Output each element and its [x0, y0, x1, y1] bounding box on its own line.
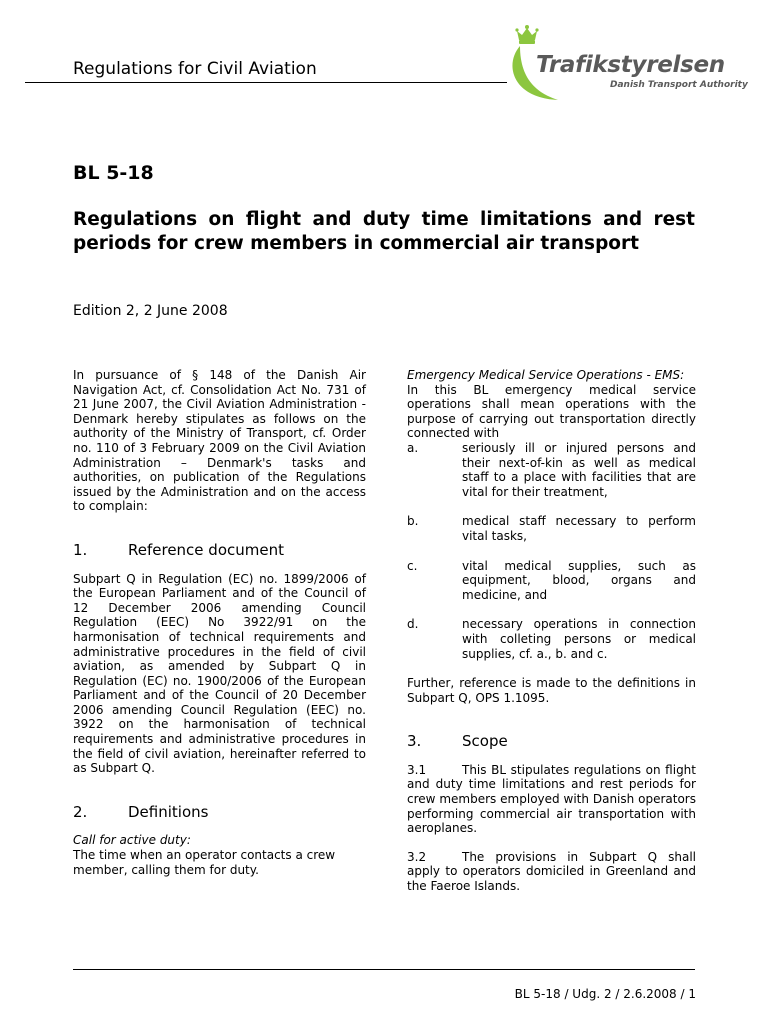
list-item	[407, 514, 696, 543]
section-number: 3.	[407, 732, 422, 751]
paragraph-text: This BL stipulates regulations on flight and duty time limitations and rest periods for crew members employed with Danish operators performing commercial air transportation with aeroplanes.	[407, 762, 696, 836]
document-code: BL 5-18	[73, 162, 154, 184]
list-item	[407, 617, 696, 661]
section-number: 2.	[73, 802, 88, 821]
list-item-label: d.	[407, 617, 419, 632]
list-item-label: a.	[407, 440, 419, 455]
list-item-label: c.	[407, 558, 418, 573]
list-item-text: necessary operations in connection with colleting persons or medical supplies, cf. a., b. and c.	[462, 617, 696, 661]
scope-paragraph-3-1	[407, 763, 696, 836]
section-heading-scope	[407, 734, 696, 749]
page-footer: BL 5-18 / Udg. 2 / 2.6.2008 / 1	[514, 987, 696, 1001]
list-item-label: b.	[407, 514, 419, 529]
document-title: Regulations on flight and duty time limitations and rest periods for crew members in commercial air transport	[73, 209, 695, 254]
section-heading-reference	[73, 540, 366, 559]
reference-paragraph: Subpart Q in Regulation (EC) no. 1899/2006 of the European Parliament and of the Council of 12 December 2006 amending Council Regulation (EEC) No 3922/91 on the harmonisation of technical requirements and administrative procedures in the field of civil aviation, as amended by Subpart Q in Regulation (EC) no. 1900/2006 of the European Parliament and of the Council of 20 December 2006 amending Council Regulation (EEC) no. 3922 on the harmonisation of technical requirements and administrative procedures in the field of civil aviation, hereinafter referred to as Subpart Q.	[73, 571, 366, 776]
list-item-text: seriously ill or injured persons and their next-of-kin as well as medical staff to a place with facilities that are vital for their treatment,	[462, 440, 696, 499]
trafikstyrelsen-logo	[506, 24, 751, 104]
section-heading-definitions	[73, 802, 366, 821]
section-title: Definitions	[128, 802, 209, 821]
document-edition: Edition 2, 2 June 2008	[73, 303, 228, 319]
left-column	[73, 368, 366, 877]
definition-term: Call for active duty:	[73, 833, 191, 848]
logo-name: Trafikstyrelsen	[536, 52, 725, 78]
section-title: Reference document	[128, 540, 284, 559]
paragraph-text: The provisions in Subpart Q shall apply to operators domiciled in Greenland and the Faeroe Islands.	[407, 849, 696, 894]
further-reference: Further, reference is made to the definitions in Subpart Q, OPS 1.1095.	[407, 676, 696, 705]
paragraph-number: 3.1	[407, 762, 427, 777]
section-number: 1.	[73, 540, 88, 559]
list-item	[407, 559, 696, 603]
logo-subtitle: Danish Transport Authority	[610, 80, 748, 90]
section-title: Scope	[462, 732, 508, 751]
header-series-title: Regulations for Civil Aviation	[73, 59, 317, 79]
definition-text-ems: In this BL emergency medical service operations shall mean operations with the purpose of carrying out transportation directly connected with	[407, 382, 696, 441]
paragraph-number: 3.2	[407, 849, 427, 864]
scope-paragraph-3-2	[407, 850, 696, 894]
definition-text: The time when an operator contacts a crew member, calling them for duty.	[73, 848, 336, 877]
right-column	[407, 368, 696, 894]
list-item-text: vital medical supplies, such as equipment, blood, organs and medicine, and	[462, 558, 696, 602]
intro-paragraph: In pursuance of § 148 of the Danish Air Navigation Act, cf. Consolidation Act No. 731 of 21 June 2007, the Civil Aviation Administration - Denmark hereby stipulates as follows on the authority of the Ministry of Transport, cf. Order no. 110 of 3 February 2009 on the Civil Aviation Administration – Denmark's tasks and authorities, on publication of the Regulations issued by the Administration and on the access to complain:	[73, 368, 366, 514]
definition-term-ems: Emergency Medical Service Operations - EMS:	[407, 368, 685, 382]
list-item-text: medical staff necessary to perform vital tasks,	[462, 514, 696, 543]
list-item	[407, 441, 696, 499]
footer-divider	[73, 969, 695, 970]
header-divider	[25, 82, 507, 83]
